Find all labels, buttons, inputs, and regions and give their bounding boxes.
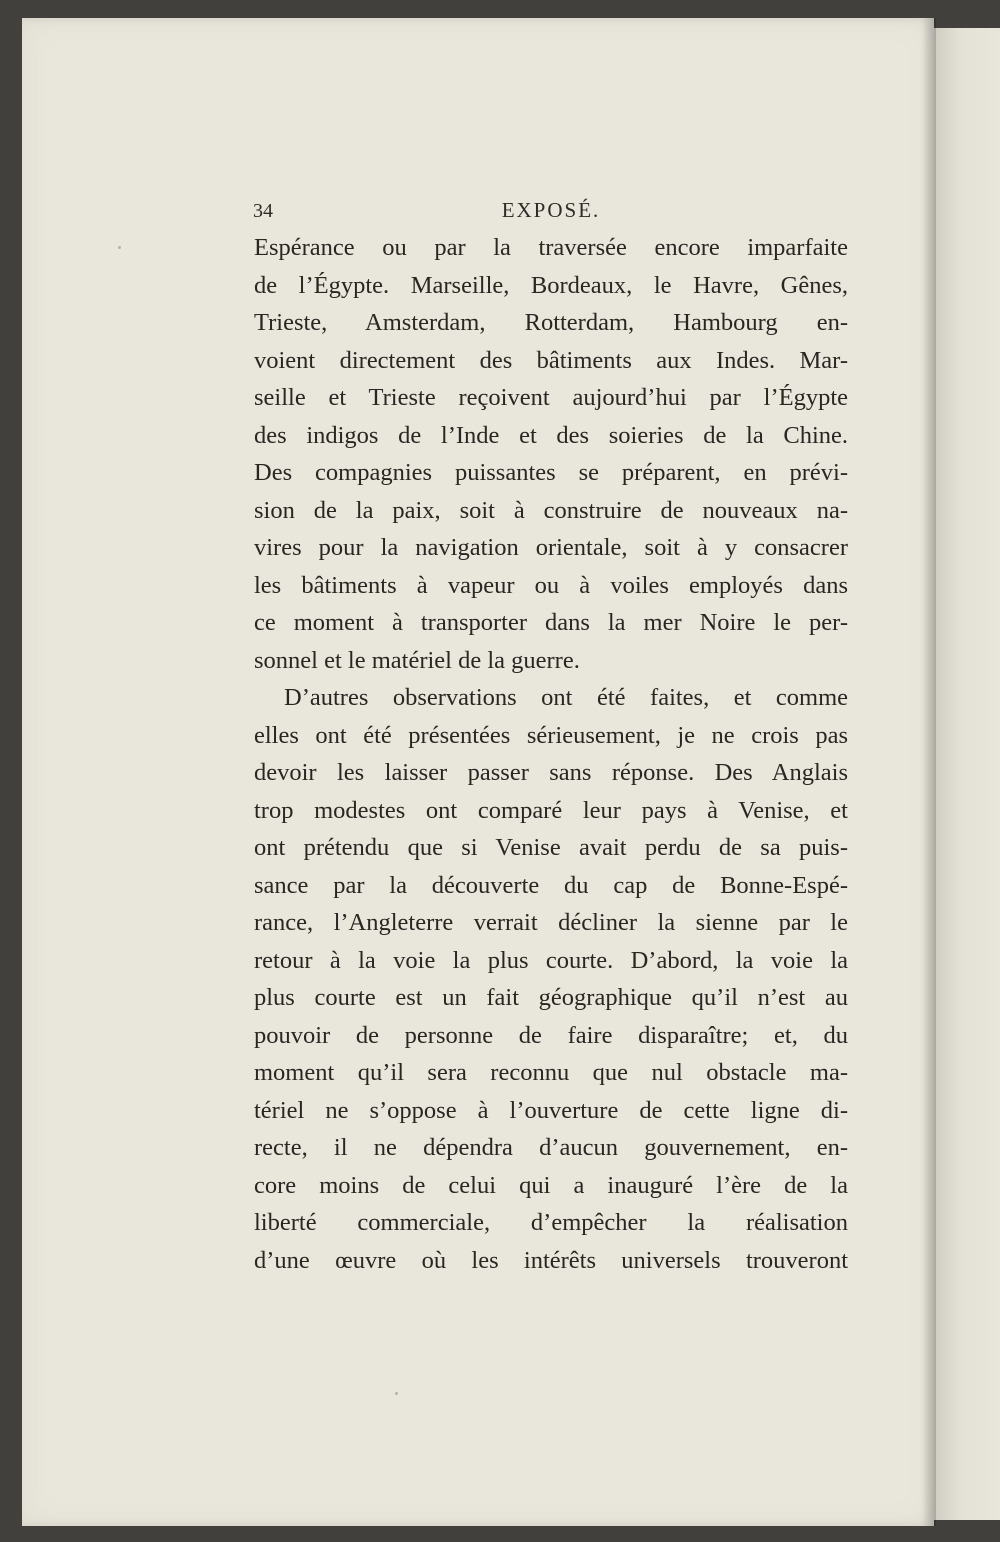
body-text	[254, 229, 848, 1279]
text-line: devoir les laisser passer sans réponse. Des Anglais	[254, 759, 848, 786]
text-line: Espérance ou par la traversée encore imparfaite	[254, 234, 848, 261]
text-line: moment qu’il sera reconnu que nul obstacle ma-	[254, 1059, 848, 1086]
text-line: retour à la voie la plus courte. D’abord, la voie la	[254, 946, 848, 974]
text-line: rance, l’Angleterre verrait décliner la sienne par le	[254, 909, 848, 936]
text-line: core moins de celui qui a inauguré l’ère de la	[254, 1171, 848, 1199]
text-line: sion de la paix, soit à construire de nouveaux na-	[254, 496, 848, 524]
text-line: Des compagnies puissantes se préparent, en prévi-	[254, 459, 848, 486]
text-line: voient directement des bâtiments aux Indes. Mar-	[254, 346, 848, 374]
text-line: elles ont été présentées sérieusement, je ne crois pas	[254, 721, 848, 749]
text-line: seille et Trieste reçoivent aujourd’hui par l’Égypte	[254, 384, 848, 411]
text-line: pouvoir de personne de faire disparaître; et, du	[254, 1021, 848, 1049]
paper-speck	[395, 1392, 398, 1395]
text-line: les bâtiments à vapeur ou à voiles employés dans	[254, 571, 848, 599]
text-line: ont prétendu que si Venise avait perdu de sa puis-	[254, 834, 848, 861]
paragraph-1	[254, 229, 848, 679]
page-edge-shadow	[922, 18, 936, 1526]
text-line: des indigos de l’Inde et des soieries de la Chine.	[254, 421, 848, 449]
text-line: plus courte est un fait géographique qu’il n’est au	[254, 984, 848, 1011]
text-line: ce moment à transporter dans la mer Noire le per-	[254, 609, 848, 636]
text-line: sance par la découverte du cap de Bonne-Espé-	[254, 871, 848, 899]
running-title: EXPOSÉ.	[501, 198, 601, 222]
text-line: de l’Égypte. Marseille, Bordeaux, le Havre, Gênes,	[254, 271, 848, 299]
text-line: recte, il ne dépendra d’aucun gouvernement, en-	[254, 1134, 848, 1161]
paragraph-2	[254, 679, 848, 1279]
text-line: vires pour la navigation orientale, soit à y consacrer	[254, 534, 848, 561]
text-line: Trieste, Amsterdam, Rotterdam, Hambourg en-	[254, 309, 848, 336]
page-header	[253, 196, 849, 226]
text-line: d’une œuvre où les intérêts universels trouveront	[254, 1246, 848, 1274]
text-line: D’autres observations ont été faites, et comme	[284, 684, 848, 711]
text-line: trop modestes ont comparé leur pays à Venise, et	[254, 796, 848, 824]
page-number: 34	[253, 200, 273, 222]
text-line: tériel ne s’oppose à l’ouverture de cette ligne di-	[254, 1096, 848, 1124]
paper-speck	[118, 246, 121, 249]
adjacent-page-edge	[934, 28, 1000, 1520]
text-line: liberté commerciale, d’empêcher la réalisation	[254, 1209, 848, 1236]
text-line: sonnel et le matériel de la guerre.	[254, 646, 580, 674]
